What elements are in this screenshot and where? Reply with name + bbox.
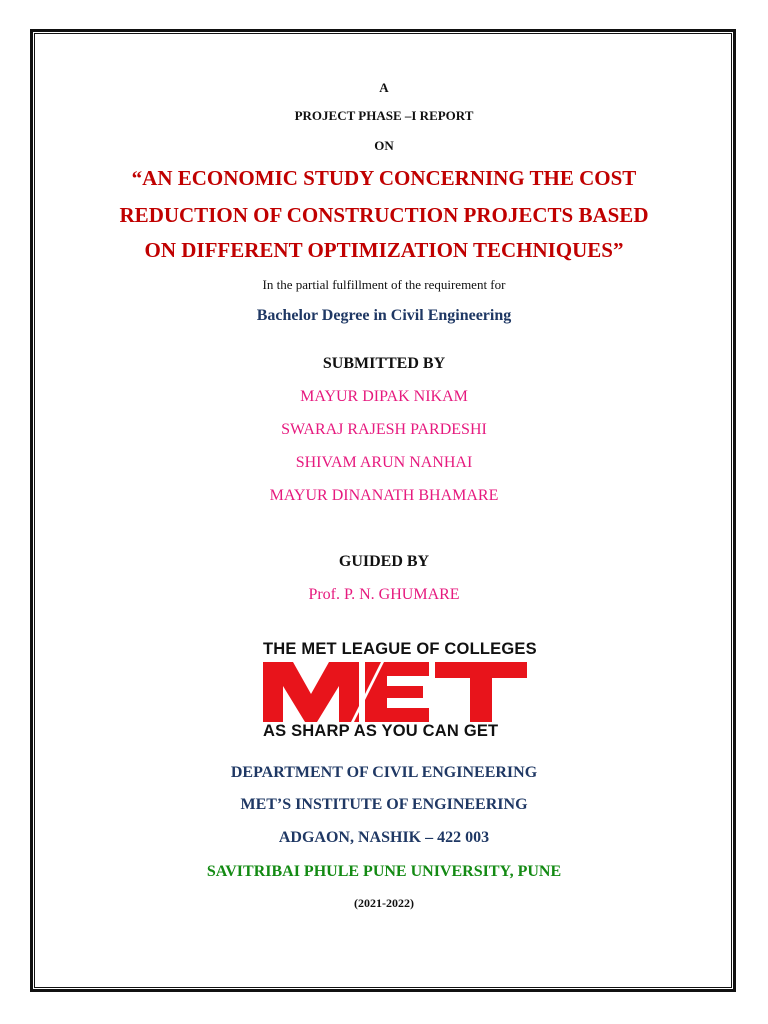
header-on: ON xyxy=(374,138,394,153)
institute-name: MET’S INSTITUTE OF ENGINEERING xyxy=(240,796,528,813)
report-type: PROJECT PHASE –I REPORT xyxy=(294,108,474,123)
guide-name: Prof. P. N. GHUMARE xyxy=(308,586,460,603)
student-name: MAYUR DIPAK NIKAM xyxy=(300,388,468,405)
student-name: MAYUR DINANATH BHAMARE xyxy=(269,487,499,504)
academic-year: (2021-2022) xyxy=(354,896,414,910)
student-name: SWARAJ RAJESH PARDESHI xyxy=(281,421,487,438)
met-logo-mark xyxy=(259,660,531,724)
logo-letter-m xyxy=(263,662,359,722)
logo-top-text: THE MET LEAGUE OF COLLEGES xyxy=(263,640,537,658)
title-line-1: “AN ECONOMIC STUDY CONCERNING THE COST xyxy=(131,166,637,190)
fulfillment-text: In the partial fulfillment of the requirement for xyxy=(262,277,506,292)
degree-name: Bachelor Degree in Civil Engineering xyxy=(256,307,512,324)
university-name: SAVITRIBAI PHULE PUNE UNIVERSITY, PUNE xyxy=(206,863,562,880)
submitted-by-heading: SUBMITTED BY xyxy=(322,355,446,372)
met-logo xyxy=(259,636,537,746)
title-line-3: ON DIFFERENT OPTIMIZATION TECHNIQUES” xyxy=(144,238,624,262)
title-line-2: REDUCTION OF CONSTRUCTION PROJECTS BASED xyxy=(119,203,649,227)
guided-by-heading: GUIDED BY xyxy=(338,553,430,570)
institute-address: ADGAON, NASHIK – 422 003 xyxy=(278,829,490,846)
logo-tagline: AS SHARP AS YOU CAN GET xyxy=(263,722,499,740)
student-name: SHIVAM ARUN NANHAI xyxy=(295,454,473,471)
logo-letter-e xyxy=(365,662,429,722)
logo-letter-t xyxy=(435,662,527,722)
department-name: DEPARTMENT OF CIVIL ENGINEERING xyxy=(230,764,538,781)
header-a: A xyxy=(379,80,389,95)
